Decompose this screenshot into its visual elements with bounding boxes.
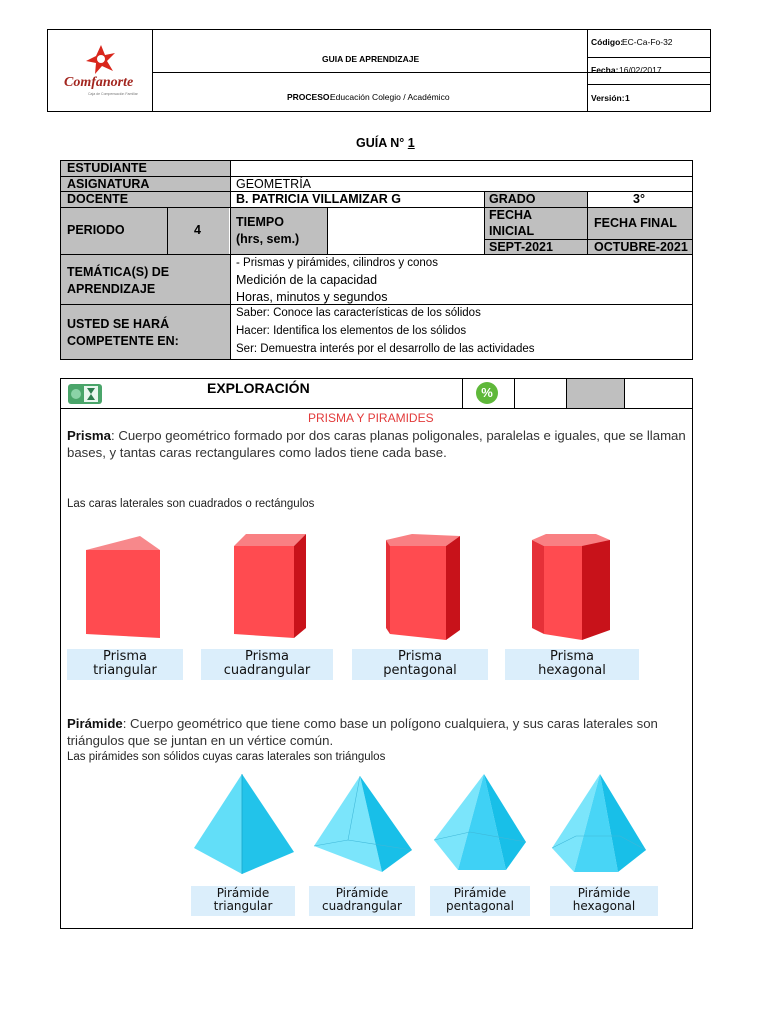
prism-label-line1: Prisma: [398, 649, 442, 664]
grade-value: 3°: [633, 192, 645, 206]
code-value: EC-Ca-Fo-32: [622, 37, 673, 47]
end-date-value: OCTUBRE-2021: [594, 240, 688, 254]
pyramid-label-line1: Pirámide: [577, 886, 631, 900]
grade-label: GRADO: [489, 192, 536, 206]
topics-label: TEMÁTICA(S) DE APRENDIZAJE: [67, 265, 170, 296]
section-title: PRISMA Y PIRAMIDES: [308, 411, 434, 425]
prism-label-line2: hexagonal: [538, 663, 606, 678]
prism-pentagonal-illustration: [372, 530, 472, 640]
period-value: 4: [194, 223, 201, 237]
prisma-definition: [67, 427, 689, 461]
prism-hexagonal-illustration: [522, 530, 622, 640]
pyramid-label-line2: hexagonal: [572, 899, 636, 913]
piramide-def: : Cuerpo geométrico que tiene como base un polígono cualquiera, y sus caras laterales son triángulos que se juntan en un vértice común.: [67, 716, 658, 748]
guide-heading: [356, 136, 415, 150]
pyramid-label-line2: pentagonal: [446, 899, 514, 913]
topic-2: Medición de la capacidad: [236, 273, 378, 287]
pyramid-triangular-illustration: [190, 770, 300, 880]
teacher-value: B. PATRICIA VILLAMIZAR G: [236, 192, 402, 206]
date-value: 16/02/2017: [619, 65, 662, 75]
prism-label-line1: Prisma: [103, 649, 147, 664]
start-date-label: FECHA INICIAL: [489, 208, 535, 238]
pyramid-pentagonal-illustration: [430, 770, 530, 880]
document-title: GUIA DE APRENDIZAJE: [322, 54, 420, 64]
prism-triangular-label: [67, 649, 183, 680]
competent-label: USTED SE HARÁ COMPETENTE EN:: [67, 317, 179, 348]
prism-quadrangular-illustration: [220, 530, 320, 640]
pyramid-hexagonal-label: [550, 886, 658, 916]
brand-subtitle: Caja de Compensación Familiar: [88, 92, 138, 96]
prism-label-line1: Prisma: [245, 649, 289, 664]
guide-label: GUÍA N°: [356, 136, 405, 150]
period-label: PERIODO: [67, 223, 125, 237]
process-value: Educación Colegio / Académico: [330, 92, 450, 102]
pyramid-label-line1: Pirámide: [335, 886, 389, 900]
topic-1: - Prismas y pirámides, cilindros y conos: [236, 257, 438, 269]
pyramid-hexagonal-illustration: [548, 770, 648, 880]
prism-triangular-illustration: [60, 530, 170, 640]
pyramid-quadrangular-illustration: [308, 770, 418, 880]
piramide-definition: [67, 715, 689, 749]
pyramid-label-line2: triangular: [213, 899, 273, 913]
prisma-def: : Cuerpo geométrico formado por dos caras planas poligonales, paralelas e iguales, que se llaman bases, y tantas caras rectangulares como lados tiene cada base.: [67, 428, 686, 460]
competency-2: Hacer: Identifica los elementos de los sólidos: [236, 325, 467, 337]
student-label: ESTUDIANTE: [67, 161, 147, 175]
prism-pentagonal-label: [352, 649, 488, 680]
prisma-note: Las caras laterales son cuadrados o rectángulos: [67, 498, 315, 510]
pyramid-label-line1: Pirámide: [453, 886, 507, 900]
brand-name: Comfanorte: [64, 75, 134, 90]
subject-value: GEOMETRÍA: [236, 177, 312, 191]
pyramid-label-line1: Pirámide: [216, 886, 270, 900]
prism-quadrangular-label: [201, 649, 333, 680]
pyramid-label-line2: cuadrangular: [322, 899, 402, 913]
competency-3: Ser: Demuestra interés por el desarrollo de las actividades: [236, 343, 535, 355]
subject-label: ASIGNATURA: [67, 177, 150, 191]
exploration-title: EXPLORACIÓN: [207, 380, 310, 396]
percent-icon: [476, 382, 498, 404]
date-label: Fecha:: [591, 65, 619, 75]
company-logo: [60, 42, 142, 102]
prism-label-line2: pentagonal: [383, 663, 457, 678]
prisma-term: Prisma: [67, 428, 111, 443]
hourglass-icon: [66, 382, 106, 406]
prism-label-line2: triangular: [93, 663, 157, 678]
time-sub: (hrs, sem.): [236, 232, 300, 246]
teacher-label: DOCENTE: [67, 192, 129, 206]
time-label: TIEMPO: [236, 215, 284, 229]
guide-number: 1: [407, 136, 415, 150]
version-label: Versión:: [591, 93, 625, 103]
code-label: Código:: [591, 37, 624, 47]
prism-label-line2: cuadrangular: [223, 663, 311, 678]
pyramid-pentagonal-label: [430, 886, 530, 916]
prism-hexagonal-label: [505, 649, 639, 680]
end-date-label: FECHA FINAL: [594, 216, 677, 230]
version-value: 1: [625, 93, 630, 103]
pyramid-triangular-label: [191, 886, 295, 916]
start-date-value: SEPT-2021: [489, 240, 553, 254]
pyramid-quadrangular-label: [309, 886, 415, 916]
percent-symbol: %: [481, 385, 493, 400]
prism-label-line1: Prisma: [550, 649, 594, 664]
competency-1: Saber: Conoce las características de los sólidos: [236, 307, 481, 319]
piramide-note: Las pirámides son sólidos cuyas caras laterales son triángulos: [67, 751, 386, 763]
topic-3: Horas, minutos y segundos: [236, 290, 388, 304]
piramide-term: Pirámide: [67, 716, 123, 731]
process-label: PROCESO:: [287, 92, 333, 102]
